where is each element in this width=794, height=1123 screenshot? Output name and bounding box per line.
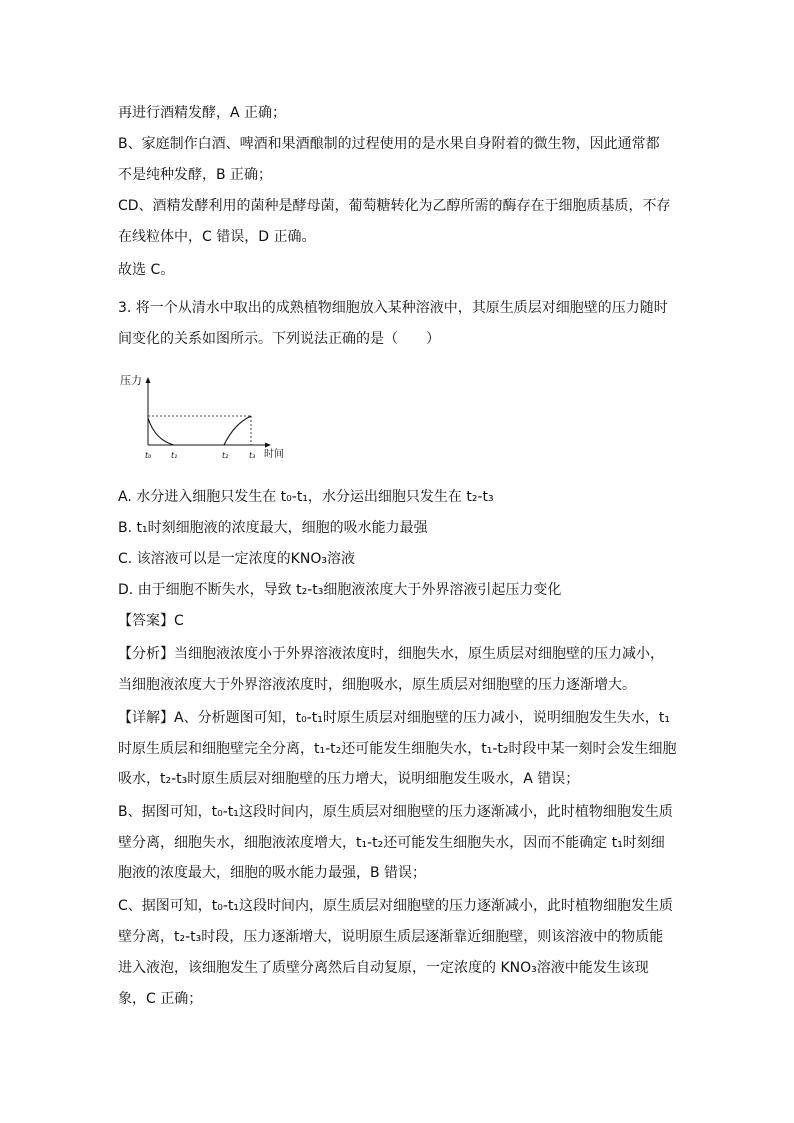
detail-line: 胞液的浓度最大，细胞的吸水能力最强，B 错误；	[118, 865, 427, 881]
pressure-time-figure	[118, 368, 298, 463]
detail-line: C、据图可知，t₀-t₁这段时间内，原生质层对细胞壁的压力逐渐减小，此时植物细胞发生质	[118, 898, 674, 914]
detail-line: 【详解】A、分析题图可知，t₀-t₁时原生质层对细胞壁的压力减小，说明细胞发生失水，t₁	[118, 710, 670, 726]
text-line: 不是纯种发酵，B 正确；	[118, 167, 273, 183]
tick-label: t₂	[222, 451, 229, 460]
option-d: D. 由于细胞不断失水，导致 t₂-t₃细胞液浓度大于外界溶液引起压力变化	[118, 582, 562, 598]
detail-line: 时原生质层和细胞壁完全分离，t₁-t₂还可能发生细胞失水，t₁-t₂时段中某一刻时会发生细胞	[118, 741, 677, 757]
text-line: CD、酒精发酵利用的菌种是酵母菌，葡萄糖转化为乙醇所需的酶存在于细胞质基质，不存	[118, 198, 671, 214]
option-c: C. 该溶液可以是一定浓度的KNO₃溶液	[118, 551, 355, 567]
detail-line: 象，C 正确；	[118, 991, 203, 1007]
tick-label: t₀	[145, 451, 152, 460]
detail-line: 吸水，t₂-t₃时原生质层对细胞壁的压力增大，说明细胞发生吸水，A 错误；	[118, 771, 580, 787]
answer-line: 【答案】C	[118, 613, 184, 629]
text-line: 再进行酒精发酵，A 正确；	[118, 105, 287, 121]
detail-line: 壁分离，细胞失水，细胞液浓度增大，t₁-t₂还可能发生细胞失水，因而不能确定 t₁时刻细	[118, 835, 665, 851]
y-axis-label: 压力	[120, 374, 142, 387]
option-a: A. 水分进入细胞只发生在 t₀-t₁，水分运出细胞只发生在 t₂-t₃	[118, 489, 494, 505]
analysis-line: 【分析】当细胞液浓度小于外界溶液浓度时，细胞失水，原生质层对细胞壁的压力减小，	[118, 646, 664, 662]
tick-label: t₁	[171, 451, 178, 460]
option-b: B. t₁时刻细胞液的浓度最大，细胞的吸水能力最强	[118, 520, 428, 536]
tick-label: t₃	[249, 451, 256, 460]
detail-line: 壁分离，t₂-t₃时段，压力逐渐增大，说明原生质层逐渐靠近细胞壁，则该溶液中的物质能	[118, 929, 664, 945]
x-axis-label: 时间	[264, 449, 284, 460]
question-stem: 3. 将一个从清水中取出的成熟植物细胞放入某种溶液中，其原生质层对细胞壁的压力随时	[118, 300, 668, 316]
question-stem: 间变化的关系如图所示。下列说法正确的是（ ）	[118, 331, 440, 347]
text-line: 在线粒体中，C 错误，D 正确。	[118, 229, 316, 245]
detail-line: 进入液泡，该细胞发生了质壁分离然后自动复原，一定浓度的 KNO₃溶液中能发生该现	[118, 960, 649, 976]
text-line: B、家庭制作白酒、啤酒和果酒酿制的过程使用的是水果自身附着的微生物，因此通常都	[118, 136, 660, 152]
text-line: 故选 C。	[118, 262, 175, 278]
detail-line: B、据图可知，t₀-t₁这段时间内，原生质层对细胞壁的压力逐渐减小，此时植物细胞发生质	[118, 804, 673, 820]
analysis-line: 当细胞液浓度大于外界溶液浓度时，细胞吸水，原生质层对细胞壁的压力逐渐增大。	[118, 677, 636, 693]
